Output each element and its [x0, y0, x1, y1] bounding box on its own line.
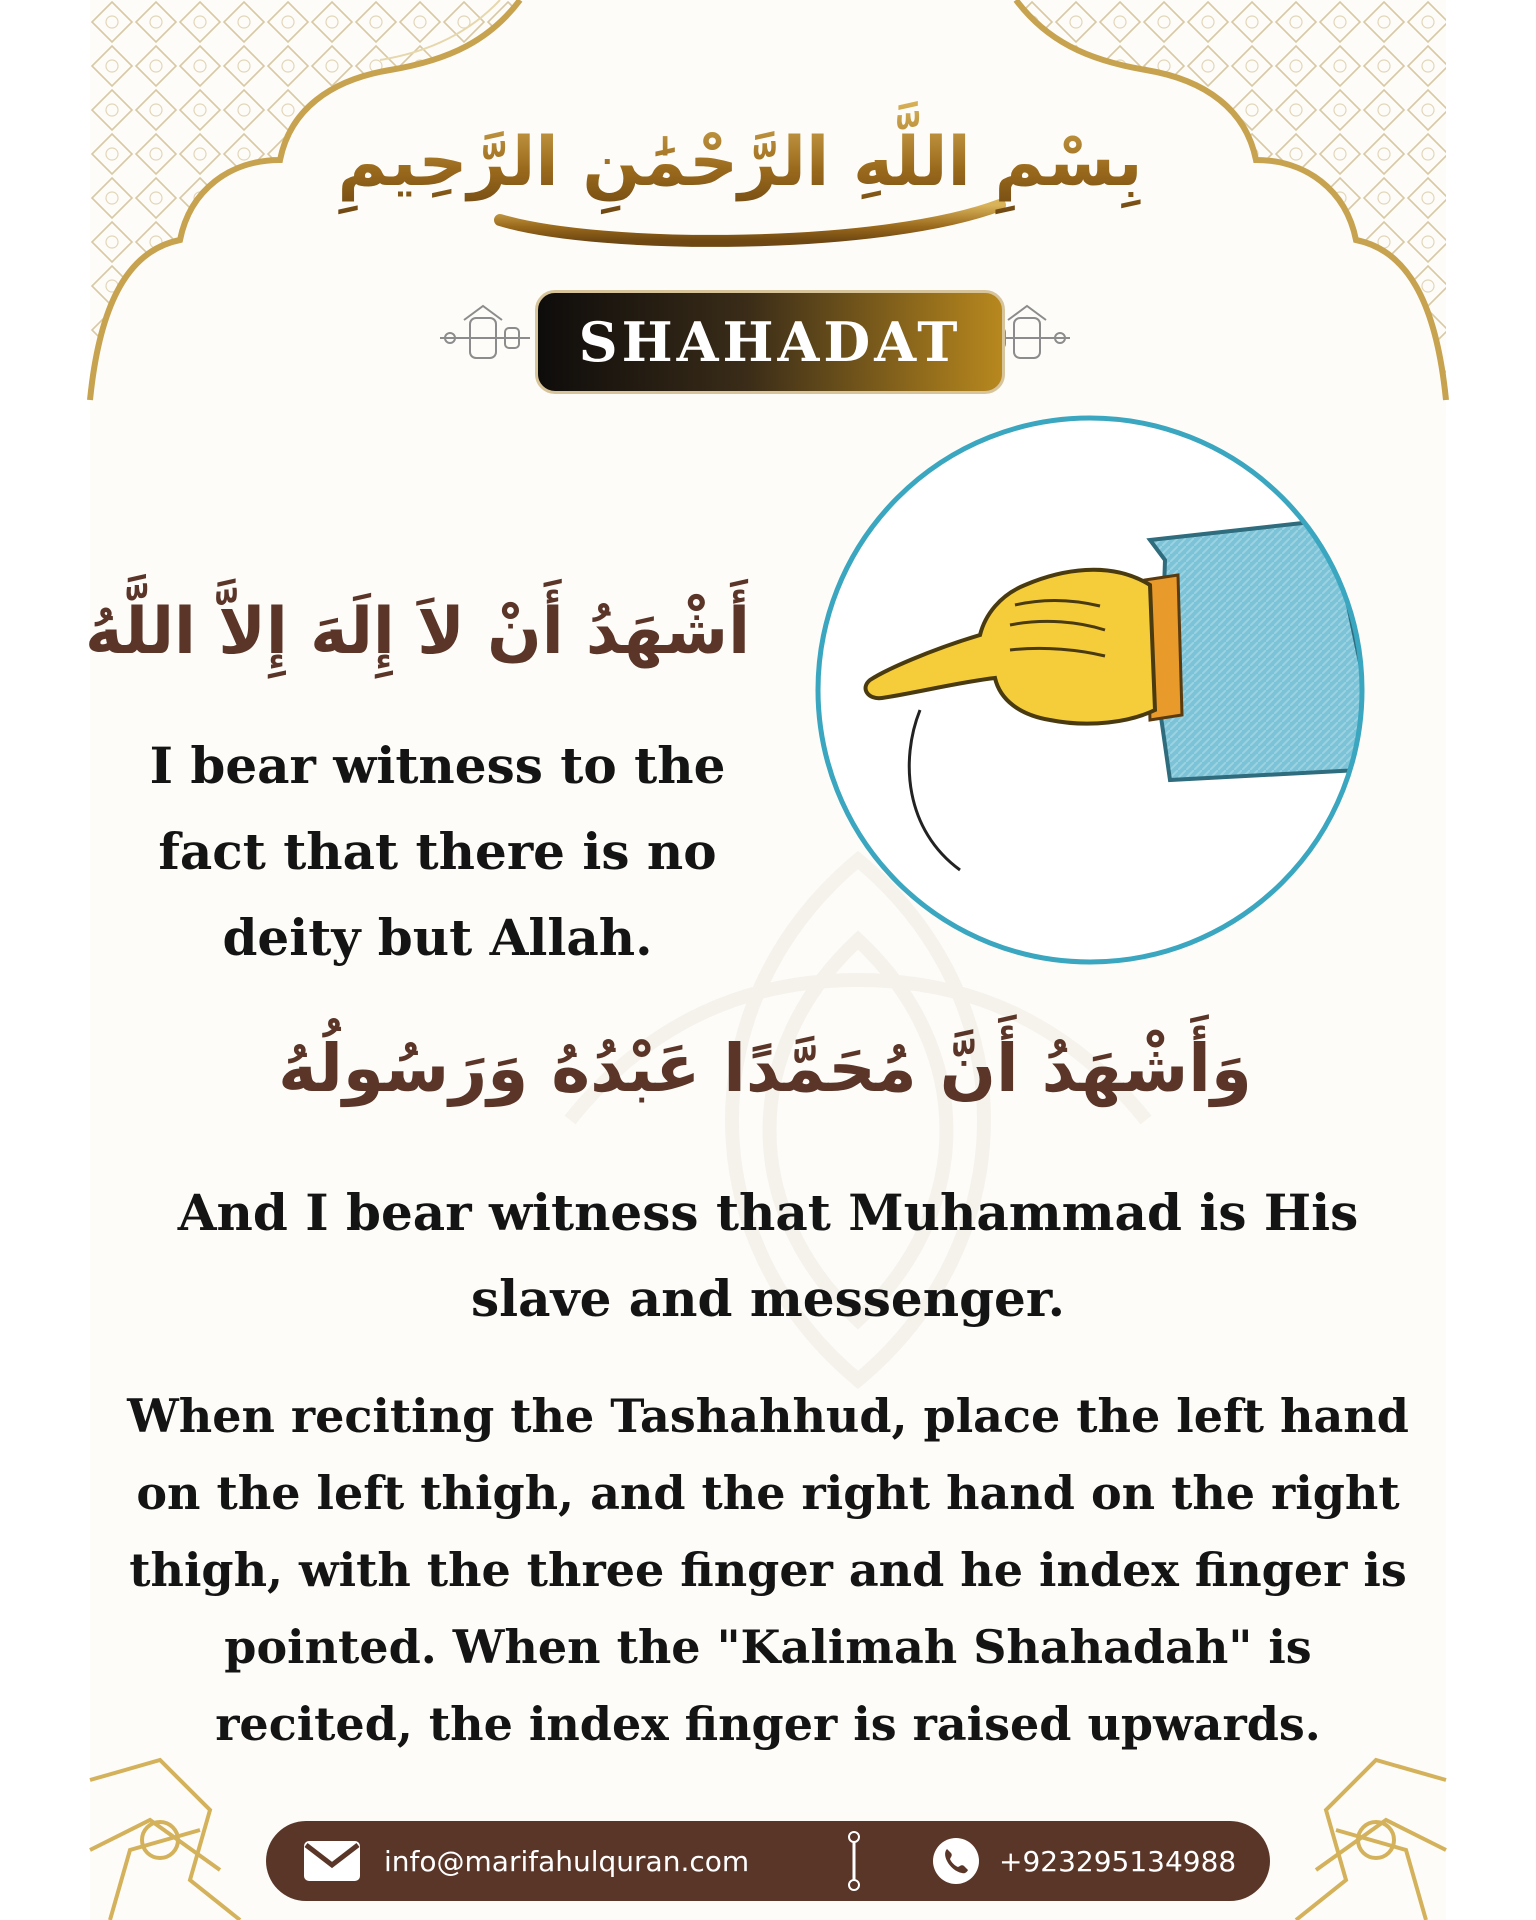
phone-contact[interactable] [931, 1821, 1236, 1901]
shahadah-english-2: And I bear witness that Muhammad is His slave and messenger. [177, 1183, 1359, 1328]
divider-ornament-icon [846, 1831, 862, 1891]
footer-divider [846, 1821, 862, 1901]
title-banner [535, 290, 1005, 394]
hand-illustration [810, 410, 1370, 970]
tashahhud-instruction: When reciting the Tashahhud, place the left hand on the left thigh, and the right hand on the right thigh, with the three finger and he index finger is pointed. When the "Kalimah Shahadah" is recited, the index finger is raised upwards. [127, 1389, 1409, 1751]
shahadah-arabic-1: أَشْهَدُ أَنْ لاَ إِلَهَ إِلاَّ اللَّهُ [85, 595, 750, 669]
shahadah-arabic-2: وَأَشْهَدُ أَنَّ مُحَمَّدًا عَبْدُهُ وَرَسُولُهُ [278, 1030, 1252, 1107]
phone-icon [931, 1836, 981, 1886]
email-contact[interactable] [302, 1821, 749, 1901]
shahadah-english-1: I bear witness to the fact that there is no deity but Allah. [149, 736, 726, 967]
bismillah-text: بِسْمِ اللَّهِ الرَّحْمَٰنِ الرَّحِيمِ [337, 123, 1143, 202]
envelope-icon [302, 1839, 362, 1883]
contact-footer [266, 1821, 1270, 1901]
email-text[interactable]: info@marifahulquran.com [384, 1844, 750, 1878]
bismillah-calligraphy [337, 20, 1143, 260]
page-title: SHAHADAT [578, 310, 962, 374]
phone-text[interactable]: +923295134988 [999, 1844, 1237, 1878]
